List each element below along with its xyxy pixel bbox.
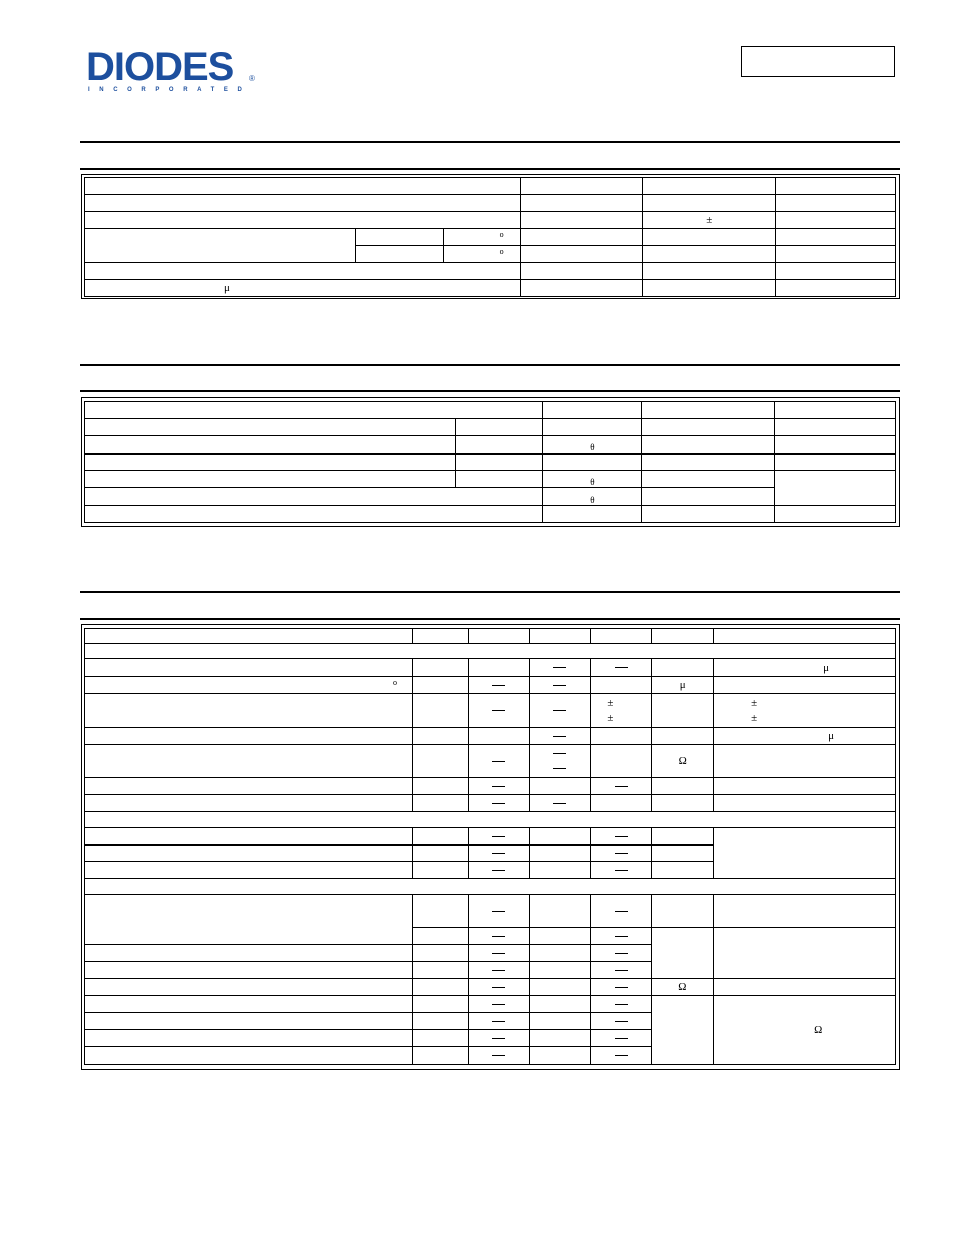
table-row (85, 178, 896, 195)
table-row (85, 629, 896, 644)
degree-symbol: o (499, 230, 504, 240)
diodes-logo: DIODES (86, 45, 234, 89)
table-row (85, 212, 896, 229)
table-row (85, 229, 896, 246)
table-row (85, 454, 896, 471)
table-row (85, 812, 896, 828)
section-3-rule-bottom (80, 618, 900, 620)
table-row (85, 879, 896, 895)
table-row (85, 778, 896, 795)
table-row (85, 694, 896, 728)
micro-symbol: μ (828, 730, 835, 742)
plus-minus-symbol: ± (607, 711, 614, 724)
section-2-rule-top (80, 364, 900, 366)
table-row (85, 895, 896, 928)
table-row (85, 263, 896, 280)
thermal-table (84, 401, 896, 523)
table-row (85, 506, 896, 523)
degree-symbol: o (393, 678, 397, 688)
table-row (85, 195, 896, 212)
table-row (85, 996, 896, 1013)
table-row (85, 677, 896, 694)
ratings-table (84, 177, 896, 297)
table-row (85, 644, 896, 659)
micro-symbol: μ (823, 661, 830, 674)
section-1-rule-bottom (80, 168, 900, 170)
table-row (85, 471, 896, 488)
table-row (85, 659, 896, 677)
table-row (85, 828, 896, 845)
table-row (85, 979, 896, 996)
table-row (85, 402, 896, 419)
table-row (85, 419, 896, 436)
ohm-symbol: Ω (678, 755, 687, 767)
table-row (85, 728, 896, 745)
table-row (85, 795, 896, 812)
theta-symbol: θ (590, 442, 595, 453)
part-number-box (741, 46, 895, 77)
plus-minus-symbol: ± (751, 696, 758, 709)
ohm-symbol: Ω (678, 981, 687, 993)
micro-symbol: μ (679, 679, 686, 691)
plus-minus-symbol: ± (751, 711, 758, 724)
registered-mark: ® (249, 74, 255, 83)
table-row (85, 745, 896, 778)
plus-minus-symbol: ± (706, 214, 713, 226)
section-2-rule-bottom (80, 390, 900, 392)
theta-symbol: θ (590, 477, 595, 487)
table-row (85, 436, 896, 454)
ohm-symbol: Ω (814, 1024, 823, 1036)
diodes-logo-subtitle: INCORPORATED (88, 87, 252, 93)
table-row (85, 488, 896, 506)
theta-symbol: θ (590, 494, 595, 505)
table-row (85, 280, 896, 297)
electrical-table (84, 628, 896, 1065)
section-1-rule-top (80, 141, 900, 143)
plus-minus-symbol: ± (607, 696, 614, 709)
degree-symbol: o (499, 247, 504, 257)
section-3-rule-top (80, 591, 900, 593)
micro-symbol: μ (224, 282, 230, 294)
